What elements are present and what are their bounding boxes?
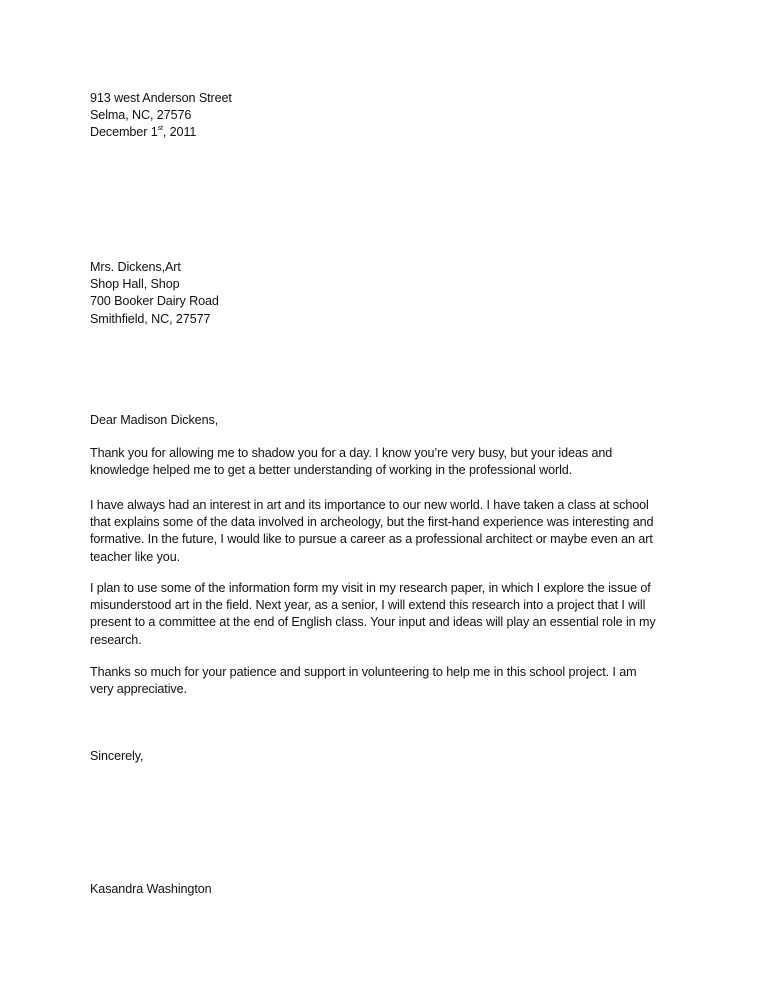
date-ordinal: st bbox=[157, 125, 163, 133]
recipient-name: Mrs. Dickens,Art bbox=[90, 260, 181, 274]
salutation bbox=[90, 412, 690, 429]
paragraph-line: misunderstood art in the field. Next year, as a senior, I will extend this research into a project that I will bbox=[90, 598, 646, 613]
paragraph-line: Thank you for allowing me to shadow you for a day. I know you’re very busy, but your ideas and bbox=[90, 446, 613, 460]
signature-name: Kasandra Washington bbox=[90, 882, 212, 896]
recipient-address bbox=[90, 259, 690, 328]
paragraph-line: I plan to use some of the information form my visit in my research paper, in which I explore the issue of bbox=[90, 581, 651, 595]
paragraph-line: present to a committee at the end of English class. Your input and ideas will play an essential role in my bbox=[90, 615, 656, 630]
paragraph-line: research. bbox=[90, 632, 142, 647]
paragraph-line: teacher like you. bbox=[90, 549, 181, 564]
paragraph-line: formative. In the future, I would like to pursue a career as a professional architect or maybe even an art bbox=[90, 532, 653, 547]
sender-address bbox=[90, 90, 690, 142]
body-paragraph-1 bbox=[90, 445, 690, 479]
closing bbox=[90, 748, 690, 765]
salutation-text: Dear Madison Dickens, bbox=[90, 413, 219, 427]
body-paragraph-2 bbox=[90, 497, 690, 566]
closing-text: Sincerely, bbox=[90, 749, 144, 763]
paragraph-line: knowledge helped me to get a better understanding of working in the professional world. bbox=[90, 463, 573, 478]
date-prefix: December 1 bbox=[90, 125, 158, 140]
recipient-street: 700 Booker Dairy Road bbox=[90, 294, 219, 309]
date-suffix: , 2011 bbox=[162, 125, 197, 140]
paragraph-line: that explains some of the data involved in archeology, but the first-hand experience was interesting and bbox=[90, 515, 654, 530]
paragraph-line: I have always had an interest in art and its importance to our new world. I have taken a class at school bbox=[90, 498, 649, 512]
paragraph-line: Thanks so much for your patience and support in volunteering to help me in this school project. I am bbox=[90, 665, 637, 679]
recipient-department: Shop Hall, Shop bbox=[90, 277, 180, 292]
sender-street: 913 west Anderson Street bbox=[90, 91, 232, 105]
letter-date bbox=[90, 124, 690, 141]
body-paragraph-4 bbox=[90, 664, 690, 698]
paragraph-line: very appreciative. bbox=[90, 682, 187, 697]
sender-city-state-zip: Selma, NC, 27576 bbox=[90, 108, 192, 123]
recipient-city-state-zip: Smithfield, NC, 27577 bbox=[90, 311, 211, 326]
body-paragraph-3 bbox=[90, 580, 690, 649]
signature bbox=[90, 881, 690, 898]
